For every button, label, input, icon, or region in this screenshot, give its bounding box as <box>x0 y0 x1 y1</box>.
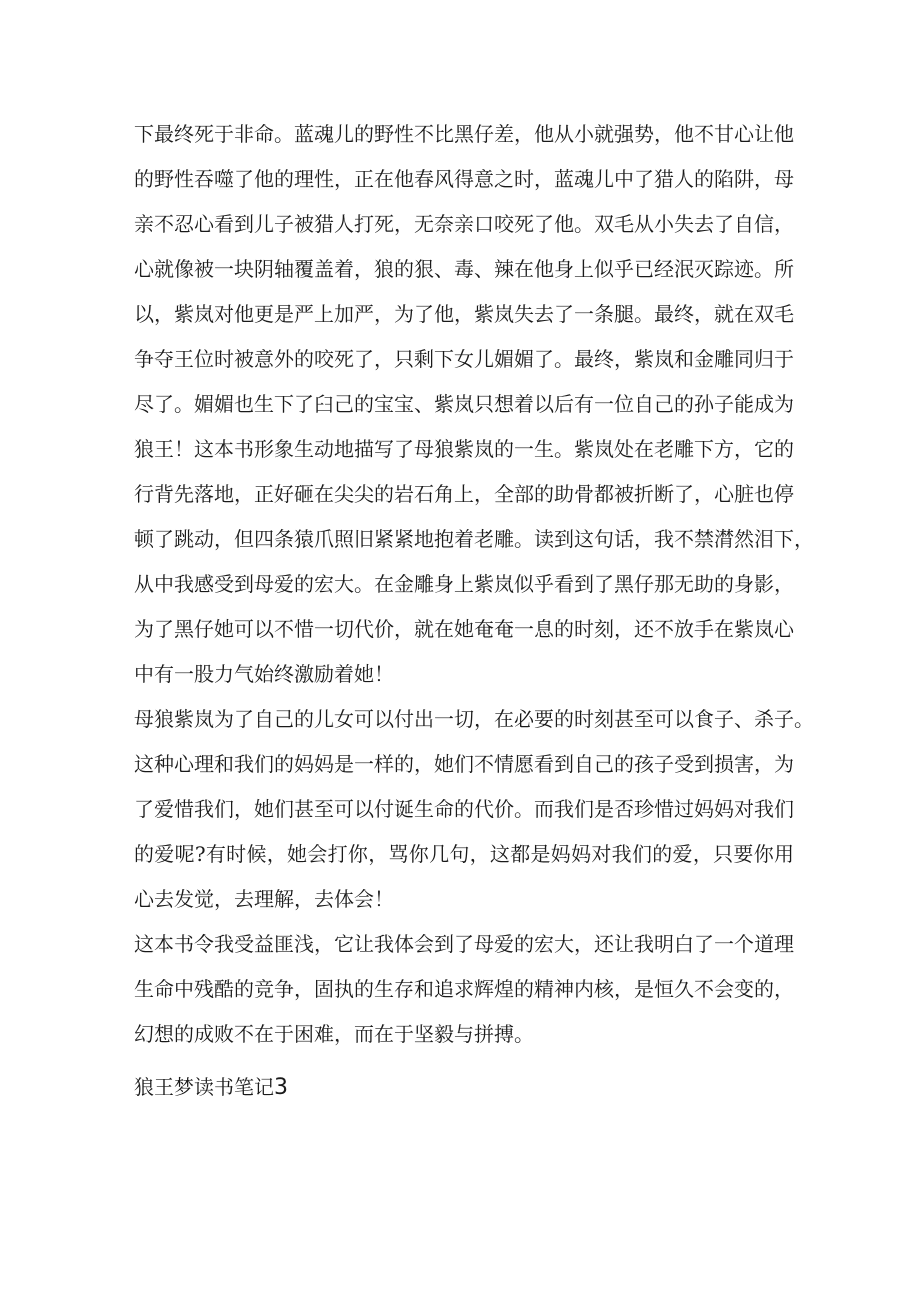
text-line: 心去发觉，去理解，去体会！ <box>134 887 394 911</box>
document-page <box>134 112 814 1110</box>
text-line: 的爱呢?有时候，她会打你，骂你几句，这都是妈妈对我们的爱，只要你用 <box>134 842 794 866</box>
text-line: 中有一股力气始终激励着她！ <box>134 662 394 686</box>
text-line: 幻想的成败不在于困难，而在于坚毅与拼搏。 <box>134 1022 534 1046</box>
text-line: 从中我感受到母爱的宏大。在金雕身上紫岚似乎看到了黑仔那无助的身影， <box>134 572 794 596</box>
text-line: 下最终死于非命。蓝魂儿的野性不比黑仔差，他从小就强势，他不甘心让他 <box>134 122 794 146</box>
text-line: 的野性吞噬了他的理性，正在他春风得意之时，蓝魂儿中了猎人的陷阱，母 <box>134 167 794 191</box>
text-line: 心就像被一块阴轴覆盖着，狼的狠、毒、辣在他身上似乎已经泯灭踪迹。所 <box>134 257 794 281</box>
text-line: 顿了跳动，但四条猿爪照旧紧紧地抱着老雕。读到这句话，我不禁潸然泪下， <box>134 527 814 551</box>
text-line: 亲不忍心看到儿子被猎人打死，无奈亲口咬死了他。双毛从小失去了自信， <box>134 212 794 236</box>
section-heading <box>134 1065 794 1110</box>
text-line: 了爱惜我们，她们甚至可以付诞生命的代价。而我们是否珍惜过妈妈对我们 <box>134 797 794 821</box>
paragraph-3 <box>134 922 794 1057</box>
text-line: 以，紫岚对他更是严上加严，为了他，紫岚失去了一条腿。最终，就在双毛 <box>134 302 794 326</box>
paragraph-2 <box>134 697 814 922</box>
text-line: 争夺王位时被意外的咬死了，只剩下女儿媚媚了。最终，紫岚和金雕同归于 <box>134 347 794 371</box>
text-line: 生命中残酷的竞争，固执的生存和追求辉煌的精神内核，是恒久不会变的， <box>134 977 794 1001</box>
section-heading-text: 狼王梦读书笔记 <box>134 1075 274 1099</box>
section-heading-number: 3 <box>274 1075 288 1100</box>
paragraph-1 <box>134 112 814 697</box>
text-line: 母狼紫岚为了自己的儿女可以付出一切，在必要的时刻甚至可以食子、杀子。 <box>134 707 814 731</box>
text-line: 这种心理和我们的妈妈是一样的，她们不情愿看到自己的孩子受到损害，为 <box>134 752 794 776</box>
text-line: 为了黑仔她可以不惜一切代价，就在她奄奄一息的时刻，还不放手在紫岚心 <box>134 617 794 641</box>
text-line: 行背先落地，正好砸在尖尖的岩石角上，全部的助骨都被折断了，心脏也停 <box>134 482 794 506</box>
text-line: 尽了。媚媚也生下了臼己的宝宝、紫岚只想着以后有一位自己的孙子能成为 <box>134 392 794 416</box>
text-line: 这本书令我受益匪浅，它让我体会到了母爱的宏大，还让我明白了一个道理 <box>134 932 794 956</box>
text-line: 狼王！这本书形象生动地描写了母狼紫岚的一生。紫岚处在老雕下方，它的 <box>134 437 794 461</box>
